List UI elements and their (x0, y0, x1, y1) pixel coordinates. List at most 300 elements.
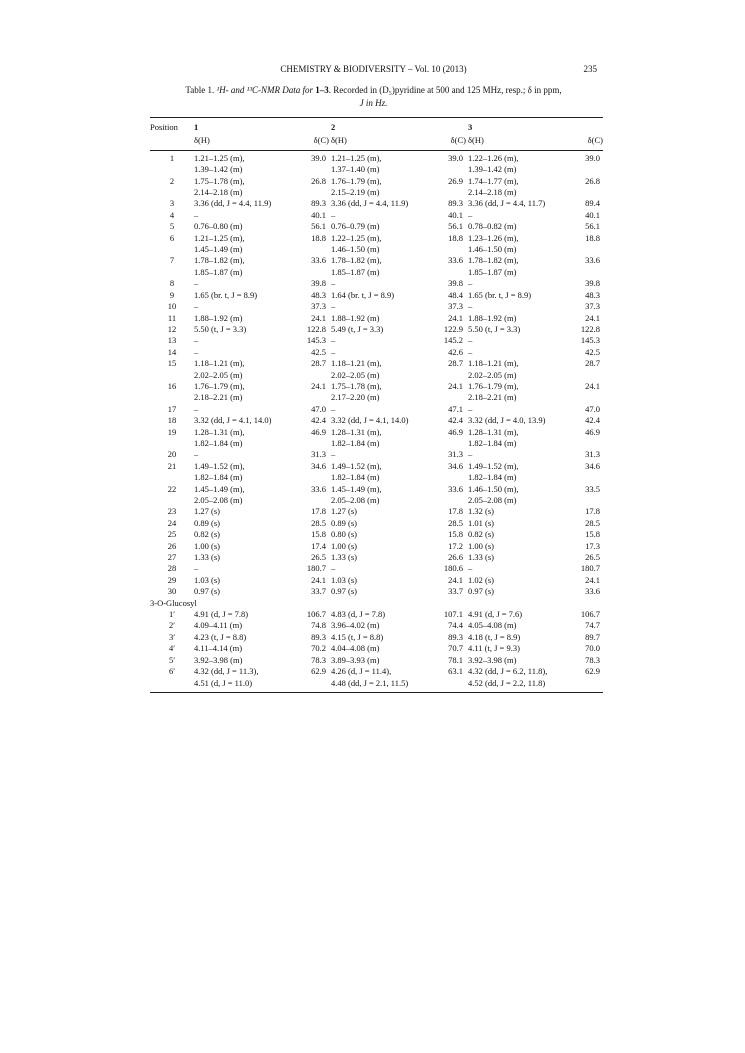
compound-2-dh-cell: 5.49 (t, J = 3.3) (331, 323, 384, 334)
compound-1-dc-cell: 89.3 (311, 631, 326, 642)
compound-2-dc-cell: 63.1 (448, 666, 463, 677)
compound-3-dc-cell: 17.8 (585, 506, 600, 517)
table-row (150, 484, 603, 495)
compound-1-dc-cell: 26.5 (311, 552, 326, 563)
compound-2-dh-cell: – (331, 346, 336, 357)
compound-3-dc-cell: 47.0 (585, 403, 600, 414)
compound-3-dc-cell: 106.7 (580, 609, 600, 620)
position-cell: 6 (169, 232, 175, 243)
compound-2-dc-cell: 18.8 (448, 232, 463, 243)
position-cell: 28 (167, 563, 177, 574)
table-row (150, 678, 603, 693)
compound-3-dc-cell: 28.5 (585, 517, 600, 528)
compound-3-dh-cell: 2.14–2.18 (m) (468, 187, 517, 198)
compound-3-dc-cell: 24.1 (585, 574, 600, 585)
position-cell: 25 (167, 529, 177, 540)
compound-2-dc-cell: 37.3 (448, 301, 463, 312)
table-row (150, 255, 603, 266)
position-cell (150, 678, 194, 693)
compound-2-dh-cell: 0.80 (s) (331, 529, 357, 540)
compound-1-header: 1 (194, 118, 329, 136)
compound-2-dh-cell: 1.82–1.84 (m) (331, 472, 380, 483)
compound-2-dc-cell: 26.6 (448, 552, 463, 563)
compound-2-dh-cell: 4.26 (d, J = 11.4), (331, 666, 392, 677)
table-row (150, 290, 603, 301)
table-row (150, 187, 603, 198)
compound-1-dc-cell: 39.0 (311, 152, 326, 163)
table-title: ¹H- and ¹³C-NMR Data for (216, 85, 314, 95)
compound-2-dh-cell: 0.76–0.79 (m) (331, 221, 380, 232)
table-row (150, 518, 603, 529)
position-cell (150, 164, 194, 175)
table-row (150, 150, 603, 164)
compound-2-dh-cell: 1.85–1.87 (m) (331, 266, 380, 277)
compound-3-dh-cell: – (468, 278, 473, 289)
position-cell: 12 (167, 323, 177, 334)
compound-1-dh-cell: 4.32 (dd, J = 11.3), (194, 666, 259, 677)
compound-2-dc-cell: 48.4 (448, 289, 463, 300)
compound-2-dc-cell (436, 164, 466, 175)
compound-3-dc-cell: 28.7 (585, 358, 600, 369)
compound-1-dh-cell: 1.49–1.52 (m), (194, 460, 245, 471)
compound-2-dh-cell: 1.22–1.25 (m), (331, 232, 382, 243)
position-cell: 20 (167, 449, 177, 460)
position-cell: 29 (167, 574, 177, 585)
compound-2-dc-cell: 15.8 (448, 529, 463, 540)
compound-3-dc-cell: 15.8 (585, 529, 600, 540)
compound-1-dc-cell (299, 187, 329, 198)
compound-1-dh-cell: – (194, 301, 199, 312)
compound-3-dh-cell: 3.36 (dd, J = 4.4, 11.7) (468, 198, 546, 209)
compound-1-dh-cell: 1.33 (s) (194, 552, 220, 563)
table-row (150, 324, 603, 335)
compound-2-dc-cell: 40.1 (448, 209, 463, 220)
compound-2-dc-cell: 31.3 (448, 449, 463, 460)
compound-3-dc-cell: 70.0 (585, 643, 600, 654)
position-cell: 11 (167, 312, 177, 323)
position-cell: 8 (169, 278, 175, 289)
compound-2-dc-cell (436, 495, 466, 506)
compound-1-dc-cell: 33.6 (311, 483, 326, 494)
position-cell (150, 438, 194, 449)
compound-3-dh-cell: – (468, 346, 473, 357)
table-row (150, 233, 603, 244)
compound-3-dc-cell: 39.8 (585, 278, 600, 289)
position-cell: 5 (169, 221, 175, 232)
compound-1-dh-cell: 1.76–1.79 (m), (194, 380, 245, 391)
compound-1-dh-cell: 4.09–4.11 (m) (194, 620, 243, 631)
position-cell: 6′ (168, 666, 176, 677)
compound-3-dh-cell: – (468, 449, 473, 460)
compound-2-dc-cell: 89.3 (448, 198, 463, 209)
dc-header: δ(C) (436, 135, 466, 150)
compound-1-dh-cell: 4.23 (t, J = 8.8) (194, 631, 247, 642)
compound-1-dh-cell: 1.18–1.21 (m), (194, 358, 245, 369)
table-row (150, 620, 603, 631)
compound-3-dc-cell (573, 370, 603, 381)
compound-2-dc-cell: 39.0 (448, 152, 463, 163)
position-cell: 1′ (168, 609, 176, 620)
compound-2-dh-cell: 2.05–2.08 (m) (331, 495, 380, 505)
compound-2-dc-cell (436, 392, 466, 403)
compound-1-dc-cell: 56.1 (311, 221, 326, 232)
compound-2-dh-cell: 2.15–2.19 (m) (331, 187, 380, 198)
table-row (150, 461, 603, 472)
compound-1-dh-cell: 1.45–1.49 (m), (194, 483, 245, 494)
compound-1-dc-cell (299, 244, 329, 255)
compound-1-dh-cell: 4.51 (d, J = 11.0) (194, 678, 299, 693)
compound-1-dc-cell: 42.4 (311, 415, 326, 426)
compound-2-dh-cell: 4.15 (t, J = 8.8) (331, 631, 384, 642)
compound-1-dc-cell: 33.6 (311, 255, 326, 266)
compound-3-dh-cell: 1.46–1.50 (m), (468, 483, 519, 494)
compound-2-dh-cell: 1.00 (s) (331, 540, 357, 551)
compound-1-dc-cell: 34.6 (311, 460, 326, 471)
compound-range: 1–3 (315, 85, 329, 95)
compound-3-dh-cell: 3.92–3.98 (m) (468, 654, 517, 665)
section-row (150, 598, 603, 609)
position-cell: 4 (169, 209, 175, 220)
compound-1-dc-cell: 31.3 (311, 449, 326, 460)
compound-3-dc-cell: 31.3 (585, 449, 600, 460)
position-cell: 13 (167, 335, 177, 346)
compound-2-dh-cell: 1.64 (br. t, J = 8.9) (331, 289, 395, 300)
compound-3-dc-cell: 145.3 (580, 335, 600, 346)
compound-3-dh-cell: 4.11 (t, J = 9.3) (468, 643, 520, 654)
compound-1-dh-cell: 4.11–4.14 (m) (194, 643, 243, 654)
compound-2-dc-cell: 42.6 (448, 346, 463, 357)
compound-1-dh-cell: 1.75–1.78 (m), (194, 175, 245, 186)
compound-1-dh-cell: 3.32 (dd, J = 4.1, 14.0) (194, 415, 272, 426)
compound-3-dc-cell: 26.8 (585, 175, 600, 186)
compound-3-dh-cell: 0.78–0.82 (m) (468, 221, 517, 232)
table-row (150, 529, 603, 540)
compound-2-dc-cell: 39.8 (448, 278, 463, 289)
table-row (150, 541, 603, 552)
compound-3-dh-cell: 1.02 (s) (468, 574, 494, 585)
compound-1-dh-cell: 1.45–1.49 (m) (194, 244, 243, 255)
table-body (150, 150, 603, 692)
table-row (150, 301, 603, 312)
compound-1-dc-cell (299, 438, 329, 449)
compound-2-dh-cell: 4.83 (d, J = 7.8) (331, 609, 386, 620)
table-row (150, 404, 603, 415)
compound-1-dc-cell: 74.8 (311, 620, 326, 631)
compound-1-dh-cell: – (194, 346, 199, 357)
compound-1-dc-cell: 28.5 (311, 517, 326, 528)
compound-3-dh-cell: 2.02–2.05 (m) (468, 369, 517, 380)
compound-3-dh-cell: 1.78–1.82 (m), (468, 255, 519, 266)
compound-1-dh-cell: 4.91 (d, J = 7.8) (194, 609, 249, 620)
table-row (150, 586, 603, 597)
compound-2-dh-cell: 1.46–1.50 (m) (331, 244, 380, 255)
compound-2-dc-cell: 47.1 (448, 403, 463, 414)
compound-3-dc-cell: 24.1 (585, 312, 600, 323)
compound-3-dh-cell: 1.74–1.77 (m), (468, 175, 519, 186)
compound-3-dc-cell: 26.5 (585, 552, 600, 563)
compound-2-dc-cell: 24.1 (448, 574, 463, 585)
table-row (150, 666, 603, 677)
compound-2-header: 2 (331, 118, 466, 136)
compound-1-dc-cell: 26.8 (311, 175, 326, 186)
table-row (150, 632, 603, 643)
compound-1-dc-cell: 37.3 (311, 301, 326, 312)
compound-1-dh-cell: – (194, 209, 199, 220)
compound-2-dh-cell: 0.97 (s) (331, 586, 357, 597)
compound-3-dh-cell: 4.05–4.08 (m) (468, 620, 517, 631)
compound-3-dh-cell: 1.01 (s) (468, 517, 494, 528)
dc-header: δ(C) (299, 135, 329, 150)
position-cell: 21 (167, 460, 177, 471)
compound-2-dh-cell: 1.37–1.40 (m) (331, 164, 380, 175)
compound-2-dh-cell: 1.21–1.25 (m), (331, 152, 382, 163)
compound-2-dh-cell: – (331, 403, 336, 414)
compound-1-dc-cell: 28.7 (311, 358, 326, 369)
compound-3-dc-cell (573, 267, 603, 278)
compound-2-dh-cell: 2.02–2.05 (m) (331, 369, 380, 380)
compound-3-dc-cell: 24.1 (585, 380, 600, 391)
compound-2-dh-cell: 1.03 (s) (331, 574, 357, 585)
compound-2-dc-cell: 24.1 (448, 380, 463, 391)
compound-3-dc-cell: 37.3 (585, 301, 600, 312)
table-row (150, 495, 603, 506)
position-cell: 3 (169, 198, 175, 209)
compound-1-dc-cell: 62.9 (311, 666, 326, 677)
dh-header: δ(H) (468, 135, 573, 150)
compound-3-dc-cell: 33.5 (585, 483, 600, 494)
compound-1-dc-cell: 42.5 (311, 346, 326, 357)
compound-1-dh-cell: 5.50 (t, J = 3.3) (194, 323, 247, 334)
compound-3-dc-cell: 78.3 (585, 654, 600, 665)
position-cell (150, 187, 194, 198)
position-cell (150, 244, 194, 255)
compound-1-dh-cell: 0.82 (s) (194, 529, 220, 540)
caption-conditions: . Recorded in (D₅)pyridine at 500 and 125 MHz, resp.; δ in ppm, (328, 85, 562, 95)
compound-3-dc-cell: 180.7 (580, 563, 600, 574)
compound-1-dh-cell: 3.92–3.98 (m) (194, 654, 243, 665)
compound-1-dc-cell: 122.8 (306, 323, 326, 334)
compound-3-dc-cell (573, 244, 603, 255)
compound-3-dc-cell: 33.6 (585, 255, 600, 266)
compound-1-dc-cell: 48.3 (311, 289, 326, 300)
compound-3-dh-cell: 5.50 (t, J = 3.3) (468, 323, 521, 334)
compound-2-dh-cell: – (331, 278, 336, 289)
table-label: Table 1. (185, 85, 215, 95)
table-row (150, 221, 603, 232)
compound-3-dc-cell: 42.4 (585, 415, 600, 426)
compound-2-dc-cell: 33.6 (448, 255, 463, 266)
compound-1-dh-cell: 2.02–2.05 (m) (194, 369, 243, 380)
compound-1-dh-cell: – (194, 335, 199, 346)
compound-2-dc-cell: 34.6 (448, 460, 463, 471)
table-row (150, 563, 603, 574)
compound-3-dh-cell: 0.97 (s) (468, 586, 494, 597)
compound-1-dh-cell: 1.78–1.82 (m), (194, 255, 245, 266)
compound-2-dh-cell: 4.04–4.08 (m) (331, 643, 380, 654)
compound-2-dc-cell: 42.4 (448, 415, 463, 426)
position-header: Position (150, 118, 194, 136)
compound-1-dc-cell: 24.1 (311, 574, 326, 585)
compound-2-dh-cell: 1.49–1.52 (m), (331, 460, 382, 471)
compound-2-dh-cell: 1.18–1.21 (m), (331, 358, 382, 369)
compound-2-dh-cell: 3.32 (dd, J = 4.1, 14.0) (331, 415, 409, 426)
compound-1-dh-cell: 1.21–1.25 (m), (194, 152, 245, 163)
compound-2-dc-cell: 26.9 (448, 175, 463, 186)
compound-1-dc-cell (299, 678, 329, 693)
compound-2-dh-cell: 0.89 (s) (331, 517, 357, 528)
compound-2-dh-cell: – (331, 301, 336, 312)
compound-3-dc-cell (573, 392, 603, 403)
compound-3-dh-cell: 1.23–1.26 (m), (468, 232, 519, 243)
position-cell (150, 370, 194, 381)
compound-2-dc-cell (436, 472, 466, 483)
compound-3-dh-cell: 2.05–2.08 (m) (468, 495, 517, 505)
compound-3-dh-cell: 3.32 (dd, J = 4.0, 13.9) (468, 415, 546, 426)
compound-1-dc-cell: 145.3 (306, 335, 326, 346)
compound-3-dc-cell: 39.0 (585, 152, 600, 163)
compound-2-dc-cell: 17.2 (448, 540, 463, 551)
compound-2-dh-cell: – (331, 209, 336, 220)
compound-3-dc-cell (573, 678, 603, 693)
position-cell: 27 (167, 552, 177, 563)
dc-header: δ(C) (573, 135, 603, 150)
compound-1-dc-cell: 180.7 (306, 563, 326, 574)
table-row (150, 358, 603, 369)
table-row (150, 381, 603, 392)
compound-1-dc-cell: 47.0 (311, 403, 326, 414)
compound-1-dc-cell: 46.9 (311, 426, 326, 437)
compound-1-dh-cell: 0.76–0.80 (m) (194, 221, 243, 232)
compound-1-dc-cell (299, 495, 329, 506)
compound-1-dc-cell: 106.7 (306, 609, 326, 620)
table-row (150, 472, 603, 483)
compound-3-dh-cell: 4.32 (dd, J = 6.2, 11.8), (468, 666, 548, 677)
position-cell (150, 472, 194, 483)
compound-2-dc-cell (436, 438, 466, 449)
compound-1-dh-cell: 1.82–1.84 (m) (194, 437, 243, 448)
compound-2-dc-cell (436, 267, 466, 278)
compound-2-dh-cell: 4.48 (dd, J = 2.1, 11.5) (331, 678, 436, 693)
position-cell: 19 (167, 426, 177, 437)
compound-3-dh-cell: 1.39–1.42 (m) (468, 164, 517, 175)
compound-2-dh-cell: 1.28–1.31 (m), (331, 426, 382, 437)
table-row (150, 347, 603, 358)
position-cell: 17 (167, 403, 177, 414)
table-row (150, 643, 603, 654)
compound-3-dc-cell (573, 495, 603, 506)
table-row (150, 392, 603, 403)
compound-3-dc-cell: 56.1 (585, 221, 600, 232)
table-row (150, 370, 603, 381)
position-cell: 5′ (168, 654, 176, 665)
position-cell: 24 (167, 517, 177, 528)
compound-2-dh-cell: 1.27 (s) (331, 506, 357, 517)
position-cell: 16 (167, 380, 177, 391)
compound-3-dc-cell: 46.9 (585, 426, 600, 437)
section-label: 3-O-Glucosyl (150, 597, 197, 608)
table-row (150, 278, 603, 289)
compound-2-dc-cell (436, 678, 466, 693)
position-cell (150, 267, 194, 278)
compound-1-dc-cell: 18.8 (311, 232, 326, 243)
compound-2-dc-cell (436, 370, 466, 381)
position-cell: 15 (167, 358, 177, 369)
compound-3-dc-cell: 89.4 (585, 198, 600, 209)
compound-2-dc-cell: 33.7 (448, 586, 463, 597)
compound-1-dc-cell (299, 164, 329, 175)
compound-2-dc-cell: 24.1 (448, 312, 463, 323)
compound-2-dh-cell: 2.17–2.20 (m) (331, 392, 380, 403)
compound-1-dc-cell (299, 392, 329, 403)
compound-2-dh-cell: 1.75–1.78 (m), (331, 380, 382, 391)
compound-1-dc-cell: 33.7 (311, 586, 326, 597)
compound-1-dc-cell: 17.8 (311, 506, 326, 517)
compound-1-dc-cell: 15.8 (311, 529, 326, 540)
compound-2-dc-cell: 17.8 (448, 506, 463, 517)
compound-3-dc-cell: 89.7 (585, 631, 600, 642)
compound-1-dh-cell: 0.97 (s) (194, 586, 220, 597)
table-row (150, 506, 603, 517)
position-cell: 14 (167, 346, 177, 357)
caption-units: J in Hz. (359, 97, 388, 108)
position-cell: 22 (167, 483, 177, 494)
table-row (150, 609, 603, 620)
compound-2-dc-cell (436, 244, 466, 255)
compound-2-dh-cell: – (331, 335, 336, 346)
table-row (150, 438, 603, 449)
table-row (150, 244, 603, 255)
position-cell: 2 (169, 175, 175, 186)
table-row (150, 552, 603, 563)
compound-1-dc-cell: 70.2 (311, 643, 326, 654)
position-cell: 7 (169, 255, 175, 266)
compound-3-dc-cell (573, 164, 603, 175)
dh-header: δ(H) (194, 135, 299, 150)
position-cell: 9 (169, 289, 175, 300)
compound-2-dc-cell: 33.6 (448, 483, 463, 494)
table-row (150, 313, 603, 324)
compound-1-dc-cell (299, 267, 329, 278)
compound-1-dh-cell: 2.14–2.18 (m) (194, 187, 243, 198)
compound-3-dh-cell: 1.65 (br. t, J = 8.9) (468, 289, 532, 300)
compound-2-dh-cell: 3.96–4.02 (m) (331, 620, 380, 631)
compound-3-dc-cell (573, 472, 603, 483)
compound-2-dh-cell: 3.36 (dd, J = 4.4, 11.9) (331, 198, 409, 209)
compound-3-dh-cell: 1.49–1.52 (m), (468, 460, 519, 471)
compound-3-dc-cell: 40.1 (585, 209, 600, 220)
compound-3-dh-cell: 1.46–1.50 (m) (468, 244, 517, 255)
table-row (150, 575, 603, 586)
table-row (150, 198, 603, 209)
compound-3-dc-cell (573, 438, 603, 449)
compound-1-dh-cell: 1.21–1.25 (m), (194, 232, 245, 243)
compound-1-dc-cell: 24.1 (311, 380, 326, 391)
compound-2-dh-cell: 1.88–1.92 (m) (331, 312, 380, 323)
compound-3-dc-cell (573, 187, 603, 198)
compound-1-dh-cell: 0.89 (s) (194, 517, 220, 528)
compound-3-dc-cell: 42.5 (585, 346, 600, 357)
compound-3-dc-cell: 48.3 (585, 289, 600, 300)
compound-1-dh-cell: – (194, 278, 199, 289)
compound-1-dh-cell: 2.05–2.08 (m) (194, 495, 243, 505)
position-cell: 30 (167, 586, 177, 597)
compound-3-dh-cell: 1.28–1.31 (m), (468, 426, 519, 437)
compound-2-dc-cell (436, 187, 466, 198)
compound-1-dh-cell: 1.03 (s) (194, 574, 220, 585)
compound-3-dh-cell: 1.82–1.84 (m) (468, 472, 517, 483)
compound-2-dc-cell: 46.9 (448, 426, 463, 437)
compound-3-dh-cell: – (468, 209, 473, 220)
